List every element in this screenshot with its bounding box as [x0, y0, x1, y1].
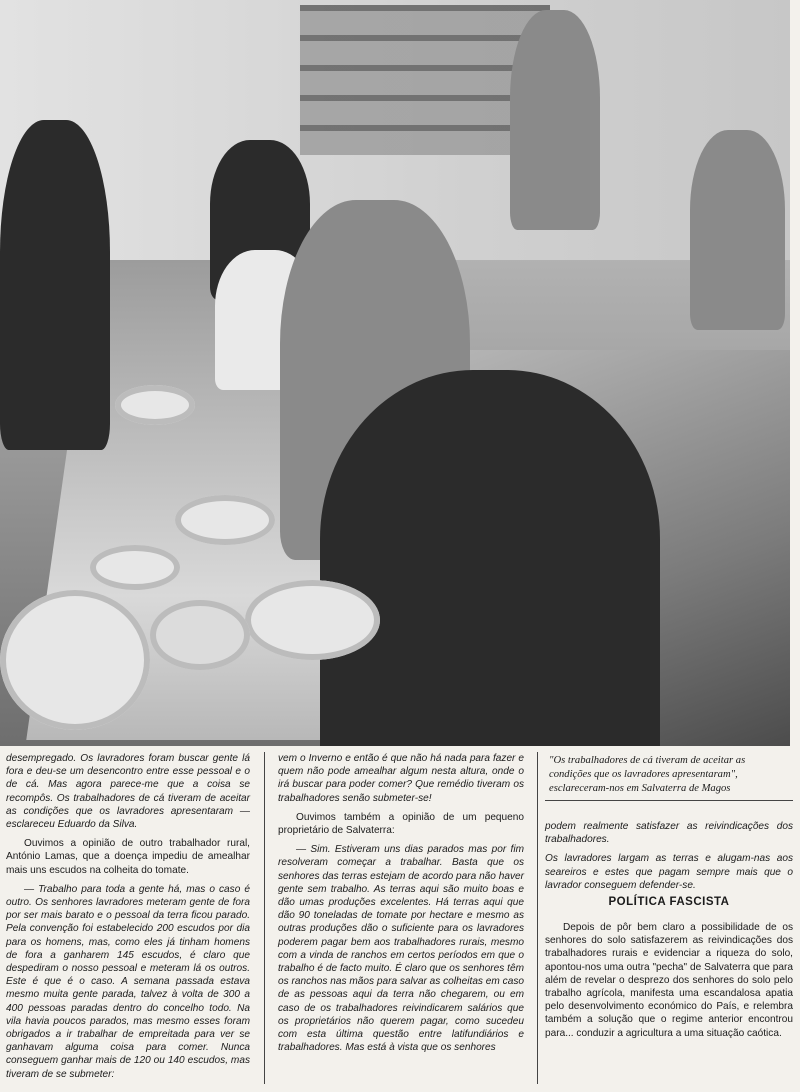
photo-bowl-1	[115, 385, 195, 425]
column-1	[6, 752, 250, 1087]
section-heading: POLÍTICA FASCISTA	[608, 896, 730, 908]
col3-paragraph-2: Os lavradores largam as terras e alugam-nas aos seareiros e estes que pagam sempre mais que o lavrador conseguem defender-se.	[545, 853, 793, 891]
col2-paragraph-3: — Sim. Estiveram uns dias parados mas por fim resolveram começar a trabalhar. Basta que os senhores das terras estejam de acordo para não haver gente sem trabalho. As terras aqui são muito boas e dão umas produções excelentes. Há terras aqui que dão 90 toneladas de tomate por hectare e mesmo as outras produções dão o suficiente para os lavradores poderem pagar bem aos trabalhadores rurais, mesmo com a vinda de ranchos em certos períodos em que o trabalho é de facto muito. É claro que os senhores têm os ranchos nas mãos para salvar as colheitas em caso de as pessoas aqui da terra não chegarem, ou em caso de os trabalhadores reivindicarem salários que os proprietários não querem pagar, como sucedeu com esta última questão entre latifundiários e trabalhadores. Mas está à vista que os senhores	[278, 844, 524, 1054]
photo-bread	[150, 600, 250, 670]
column-3-top	[545, 820, 793, 898]
col1-paragraph-3: — Trabalho para toda a gente há, mas o caso é outro. Os senhores lavradores meteram gente de fora por ser mais barato e o pessoal da terra ficou parado. Pela convenção foi estabelecido 200 escudos por dia para os homens, mas, como eles já tinham homens de fora a ganharem 145 escudos, é claro que despediram o nosso pessoal e meteram lá os outros. Este é que é o caso. A semana passada estava mesmo muita gente parada, talvez à volta de 300 a 400 pessoas paradas dentro do concelho todo. Na vila havia poucos parados, mas mesmo esses foram obrigados a ir trabalhar de empreitada para ver se ganhavam alguma coisa para comer. Nunca conseguem ganhar mais de 120 ou 140 escudos, mas tiveram de se submeter:	[6, 883, 250, 1080]
col3-paragraph-1: podem realmente satisfazer as reivindicações dos trabalhadores.	[545, 821, 793, 846]
photo-bowl-4	[245, 580, 380, 660]
col1-paragraph-2: Ouvimos a opinião de outro trabalhador rural, António Lamas, que a doença impediu de amealhar mais uns escudos na colheita do tomate.	[6, 838, 250, 876]
column-divider-1	[264, 752, 265, 1084]
photo-bowl-5	[0, 590, 150, 730]
col3-section-paragraph: Depois de pôr bem claro a possibilidade de os senhores do solo satisfazerem as reivindicações dos trabalhadores rurais e evidenciar a riqueza do solo, apontou-nos uma outra "pecha" de Salvaterra que para além de revelar o desprezo dos senhores do solo pelo trabalho agrícola, manifesta uma escandalosa apatia pelo desenvolvimento económico do País, e relembra também a solução que o regime anterior encontrou para... conduzir a agricultura a uma situação caótica.	[545, 922, 793, 1039]
col2-paragraph-2: Ouvimos também a opinião de um pequeno proprietário de Salvaterra:	[278, 811, 524, 837]
pull-quote-rule	[545, 800, 793, 801]
column-2	[278, 752, 524, 1060]
photo-bowl-2	[175, 495, 275, 545]
col2-paragraph-1: vem o Inverno e então é que não há nada para fazer e quem não pode amealhar algum nesta altura, onde o irá buscar para poder comer? Que remédio tiveram os trabalhadores senão submeter-se!	[278, 753, 524, 804]
photo-figure-headscarf-woman	[320, 370, 660, 746]
column-divider-2	[537, 752, 538, 1084]
photo-figure-standing-woman	[510, 10, 600, 230]
photo-bowl-3	[90, 545, 180, 590]
photo-figure-left	[0, 120, 110, 450]
photo-figure-seated-man	[690, 130, 785, 330]
pull-quote: "Os trabalhadores de cá tiveram de aceitar as condições que os lavradores apresentaram", esclareceram-nos em Salvaterra de Magos	[549, 755, 746, 794]
col1-paragraph-1: desempregado. Os lavradores foram buscar gente lá fora e deu-se um desencontro entre esse pessoal e o de cá. Mas agora parece-me que a coisa se recompôs. Os trabalhadores de cá tiveram de aceitar as condições que os lavradores apresentaram — esclareceu Eduardo da Silva.	[6, 753, 250, 831]
column-3-section	[545, 921, 793, 1046]
